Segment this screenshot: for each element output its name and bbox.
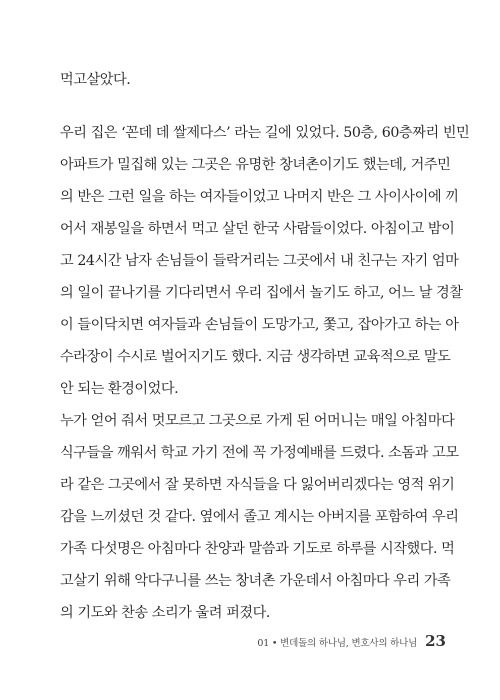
text-line: 우리 집은 ‘꼰데 데 쌀제다스’ 라는 길에 있었다. 50층, 60층짜리 빈민 bbox=[60, 125, 470, 141]
paragraph-3 bbox=[60, 405, 459, 629]
text-line: 누가 얻어 줘서 멋모르고 그곳으로 가게 된 어머니는 매일 아침마다 bbox=[60, 413, 455, 429]
text-line: 의 반은 그런 일을 하는 여자들이었고 나머지 반은 그 사이사이에 끼 bbox=[60, 189, 459, 205]
text-line: 의 기도와 찬송 소리가 울려 퍼졌다. bbox=[60, 605, 270, 621]
text-line: 식구들을 깨워서 학교 가기 전에 꼭 가정예배를 드렸다. 소돔과 고모 bbox=[60, 445, 459, 461]
text-line: 먹고살았다. bbox=[60, 72, 131, 88]
paragraph-2 bbox=[60, 117, 470, 405]
text-line: 감을 느끼셨던 것 같다. 옆에서 졸고 계시는 아버지를 포함하여 우리 bbox=[60, 509, 459, 525]
page-number: 23 bbox=[425, 632, 446, 650]
running-footer-chapter: 01 • 변데돌의 하나님, 변호사의 하나님 bbox=[257, 638, 418, 649]
text-line: 라 같은 그곳에서 잘 못하면 자식들을 다 잃어버리겠다는 영적 위기 bbox=[60, 477, 455, 493]
text-line: 아파트가 밀집해 있는 그곳은 유명한 창녀촌이기도 했는데, 거주민 bbox=[60, 157, 451, 173]
text-line: 어서 재봉일을 하면서 먹고 살던 한국 사람들이었다. 아침이고 밤이 bbox=[60, 221, 455, 237]
paragraph-1 bbox=[60, 64, 446, 96]
text-line: 고 24시간 남자 손님들이 들락거리는 그곳에서 내 친구는 자기 엄마 bbox=[60, 253, 459, 269]
text-line: 의 일이 끝나기를 기다리면서 우리 집에서 놀기도 하고, 어느 날 경찰 bbox=[60, 285, 463, 301]
page-footer bbox=[257, 632, 446, 650]
text-line: 수라장이 수시로 벌어지기도 했다. 지금 생각하면 교육적으로 말도 bbox=[60, 349, 451, 365]
text-line: 이 들이닥치면 여자들과 손님들이 도망가고, 쫓고, 잡아가고 하는 아 bbox=[60, 317, 459, 333]
text-line: 가족 다섯명은 아침마다 찬양과 말씀과 기도로 하루를 시작했다. 먹 bbox=[60, 541, 455, 557]
text-line: 고살기 위해 악다구니를 쓰는 창녀촌 가운데서 아침마다 우리 가족 bbox=[60, 573, 451, 589]
text-line: 안 되는 환경이었다. bbox=[60, 381, 179, 397]
